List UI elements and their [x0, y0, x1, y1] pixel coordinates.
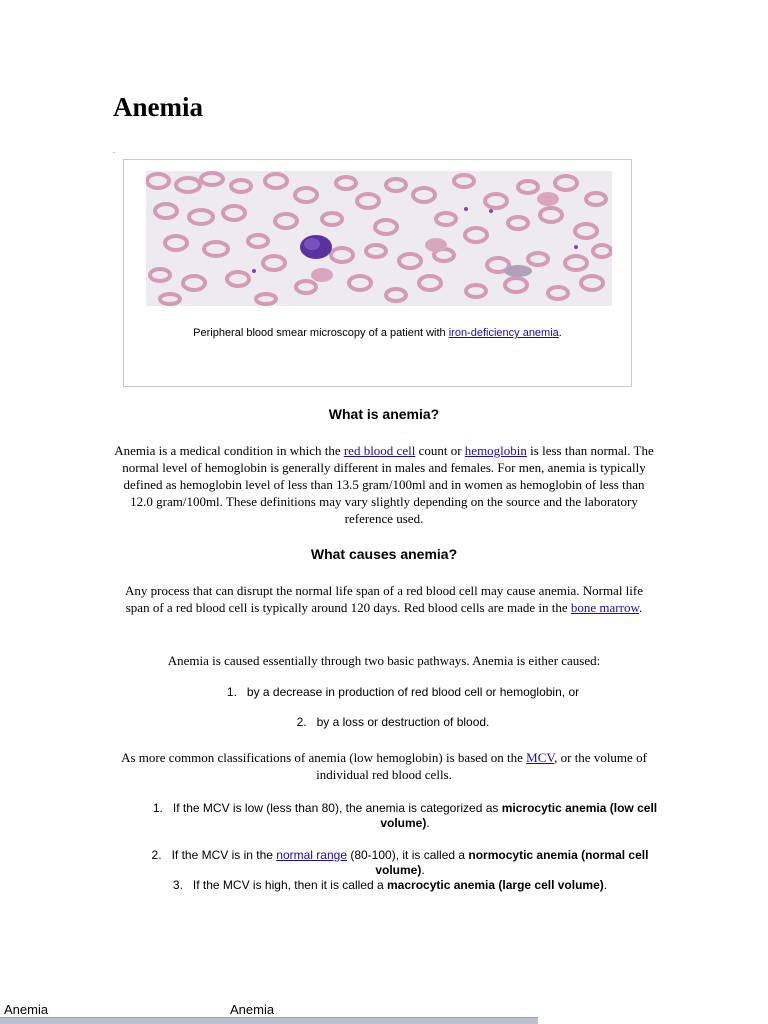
list-number: 1. — [226, 685, 237, 699]
pathway-item — [113, 685, 693, 700]
caption-period: . — [558, 327, 562, 339]
text: count or — [415, 443, 465, 458]
list-text: If the MCV is in the — [171, 848, 277, 862]
thumbnail-preview — [0, 1017, 226, 1024]
mcv-link[interactable]: MCV — [526, 750, 555, 765]
blood-smear-image — [146, 171, 612, 306]
pathway-item — [113, 715, 673, 730]
iron-deficiency-anemia-link[interactable]: iron-deficiency anemia — [448, 327, 559, 339]
list-number: 2. — [296, 715, 307, 729]
text: As more common classifications of anemia (low hemoglobin) is based on the — [121, 750, 527, 765]
list-text: If the MCV is high, then it is called a — [192, 878, 387, 892]
figure-caption — [124, 327, 631, 339]
list-text: . — [603, 878, 608, 892]
heading-what-causes-anemia: What causes anemia? — [310, 546, 458, 562]
list-number: 1. — [152, 801, 163, 815]
paragraph-classification — [113, 749, 655, 783]
thumbnail-title: Anemia — [230, 1002, 275, 1017]
classification-item — [140, 878, 640, 893]
page-title: Anemia — [113, 92, 203, 122]
list-text: by a decrease in production of red blood cell or hemoglobin, or — [246, 685, 580, 699]
divider-dot: . — [113, 146, 115, 155]
list-text: If the MCV is low (less than 80), the anemia is categorized as — [172, 801, 502, 815]
list-text: by a loss or destruction of blood. — [316, 715, 490, 729]
hemoglobin-link[interactable]: hemoglobin — [464, 443, 527, 458]
thumbnail-preview — [226, 1017, 538, 1024]
classification-item — [140, 801, 670, 831]
heading-what-is-anemia: What is anemia? — [328, 406, 440, 422]
text: , or the volume of individual red blood cells. — [316, 750, 647, 782]
bone-marrow-link[interactable]: bone marrow — [570, 600, 639, 615]
thumbnail-title: Anemia — [4, 1002, 49, 1017]
list-text: . — [421, 863, 425, 877]
normal-range-link[interactable]: normal range — [276, 848, 347, 862]
microcytic-term: microcytic anemia (low cell volume) — [380, 801, 658, 830]
text: is less than normal. The normal level of hemoglobin is generally different in males and females. For men, anemia is typically defined as hemoglobin level of less than 13.5 gram/100ml and in women as hemoglobin of less than 12.0 gram/100ml. These definitions may vary slightly depending on the source and the laboratory reference used. — [122, 443, 654, 526]
blood-smear-illustration — [146, 171, 612, 306]
list-number: 2. — [151, 848, 162, 862]
related-doc-thumbnail[interactable] — [0, 996, 226, 1024]
list-text: (80-100), it is called a — [347, 848, 469, 862]
paragraph-definition — [113, 442, 655, 527]
list-text: . — [426, 816, 430, 830]
macrocytic-term: macrocytic anemia (large cell volume) — [387, 878, 604, 892]
classification-item — [150, 848, 650, 878]
text: . — [639, 600, 643, 615]
related-doc-thumbnail[interactable] — [226, 996, 538, 1024]
list-number: 3. — [172, 878, 183, 892]
paragraph-pathways: Anemia is caused essentially through two basic pathways. Anemia is either caused: — [167, 653, 601, 668]
figure-box — [123, 159, 632, 387]
text: Anemia is a medical condition in which the — [114, 443, 344, 458]
red-blood-cell-link[interactable]: red blood cell — [343, 443, 416, 458]
text: Any process that can disrupt the normal life span of a red blood cell may cause anemia. Normal life span of a red blood cell is typically around 120 days. Red blood cells are made in the — [124, 583, 644, 615]
normocytic-term: normocytic anemia (normal cell volume) — [375, 848, 649, 877]
paragraph-life-span — [113, 582, 655, 616]
caption-text: Peripheral blood smear microscopy of a patient with — [193, 327, 449, 339]
